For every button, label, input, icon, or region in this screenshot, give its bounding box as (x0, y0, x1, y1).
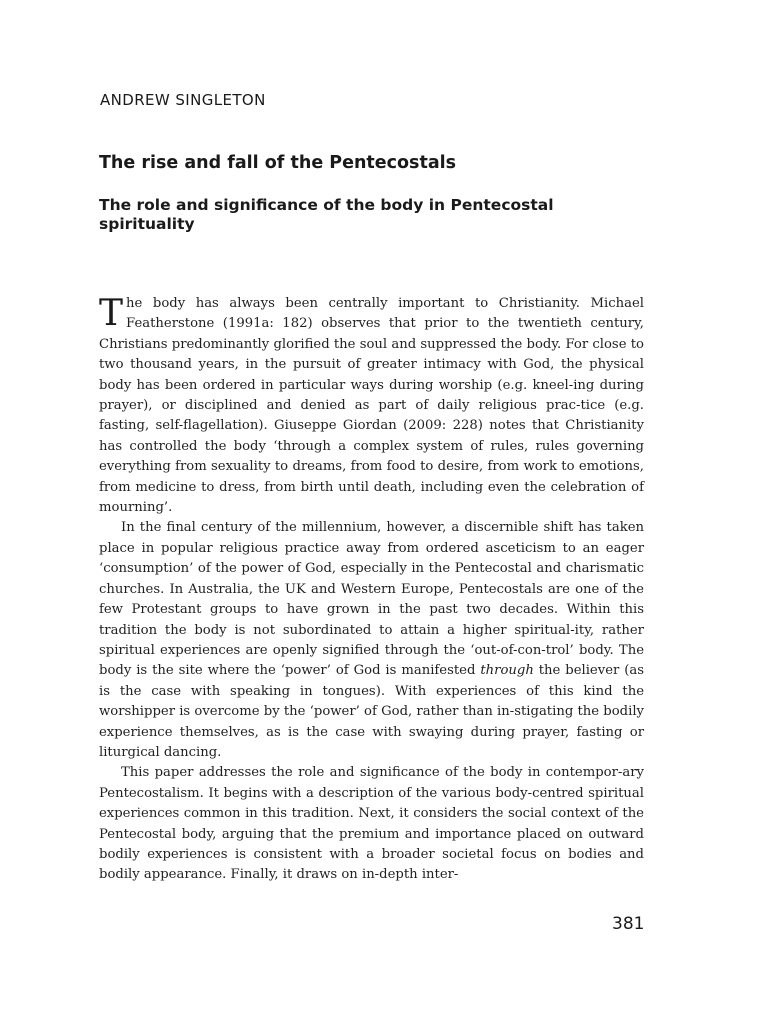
paragraph-3-text: This paper addresses the role and significance of the body in contempor-ary Pentecostalism. It begins with a description of the various body-centred spiritual experiences common in this tradition. Next, it considers the social context of the Pentecostal body, arguing that the premium and importance placed on outward bodily experiences is consistent with a broader societal focus on bodies and bodily appearance. Finally, it draws on in-depth inter- (99, 765, 644, 883)
article-subtitle: The role and significance of the body in Pentecostal spirituality (99, 196, 554, 233)
paragraph-2 (99, 518, 644, 763)
running-header-author: ANDREW SINGLETON (100, 91, 266, 109)
article-title: The rise and fall of the Pentecostals (99, 153, 457, 173)
article-body (99, 294, 644, 886)
paragraph-2-text-a: In the final century of the millennium, however, a discernible shift has taken place in popular religious practice away from ordered asceticism to an eager ‘consumption’ of the power of God, especially in the Pentecostal and charismatic churches. In Australia, the UK and Western Europe, Pentecostals are one of the few Protestant groups to have grown in the past two decades. Within this tradition the body is not subordinated to attain a higher spiritual-ity, rather spiritual experiences are openly signified through the ‘out-of-con-trol’ body. The body is the site where the ‘power’ of God is manifested (99, 520, 644, 679)
paragraph-1-text: he body has always been centrally important to Christianity. Michael Featherstone (1991a: 182) observes that prior to the twentieth century, Christians predominantly glorified the soul and suppressed the body. For close to two thousand years, in the pursuit of greater intimacy with God, the physical body has been ordered in particular ways during worship (e.g. kneel-ing during prayer), or disciplined and denied as part of daily religious prac-tice (e.g. fasting, self-flagellation). Giuseppe Giordan (2009: 228) notes that Christianity has controlled the body ‘through a complex system of rules, rules governing everything from sexuality to dreams, from food to desire, from work to emotions, from medicine to dress, from birth until death, including even the celebration of mourning’. (99, 296, 644, 516)
page-number: 381 (612, 914, 645, 934)
paragraph-1 (99, 294, 644, 518)
paragraph-3 (99, 763, 644, 885)
paragraph-2-emphasis: through (480, 663, 534, 679)
paragraph-2-text-b: the believer (as is the case with speaking in tongues). With experiences of this kind the worshipper is overcome by the ‘power’ of God, rather than in-stigating the bodily experience themselves, as is the case with swaying during prayer, fasting or liturgical dancing. (99, 663, 644, 760)
drop-cap: T (99, 293, 124, 334)
